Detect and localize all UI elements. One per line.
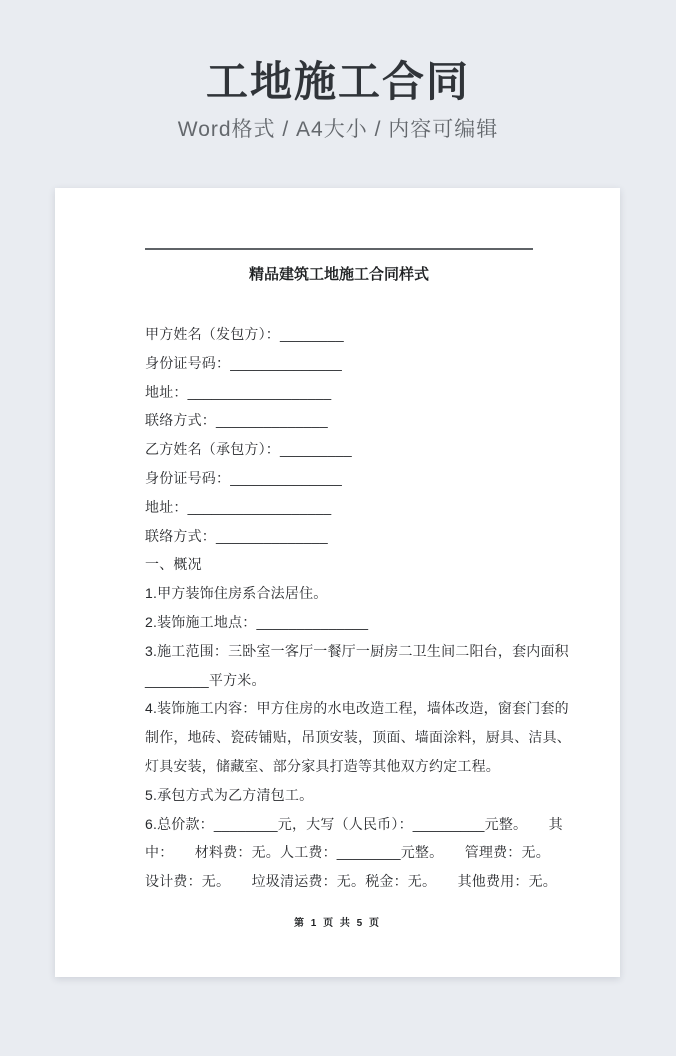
doc-line-party-a-name: 甲方姓名（发包方）：________ [145, 326, 344, 342]
header-banner [0, 0, 676, 143]
doc-clause-6-line-3: 设计费：无。 垃圾清运费：无。税金：无。 其他费用：无。 [145, 873, 557, 890]
page-title: 工地施工合同 [205, 58, 470, 105]
doc-line-party-b-id: 身份证号码：______________ [145, 469, 343, 486]
doc-clause-6-line-2: 中： 材料费：无。人工费：________元整。 管理费：无。 [145, 844, 550, 861]
document-page [55, 188, 620, 977]
doc-clause-3-line-2: ________平方米。 [145, 671, 266, 688]
page-number: 第 1 页 共 5 页 [293, 918, 381, 929]
document-content [145, 188, 571, 896]
page-subtitle: Word格式 / A4大小 / 内容可编辑 [177, 118, 499, 142]
doc-clause-5: 5.承包方式为乙方清包工。 [145, 786, 314, 803]
doc-clause-4-line-1: 4.装饰施工内容：甲方住房的水电改造工程，墙体改造，窗套门套的 [145, 700, 569, 717]
document-title: 精品建筑工地施工合同样式 [248, 266, 429, 283]
doc-line-party-b-contact: 联络方式：______________ [145, 527, 328, 544]
doc-clause-4-line-3: 灯具安装，储藏室、部分家具打造等其他双方约定工程。 [145, 757, 500, 774]
doc-line-party-a-address: 地址：__________________ [145, 383, 332, 400]
doc-line-party-b-address: 地址：__________________ [145, 498, 332, 515]
doc-line-party-a-contact: 联络方式：______________ [145, 412, 328, 429]
doc-clause-4-line-2: 制作，地砖、瓷砖铺贴，吊顶安装，顶面、墙面涂料，厨具、洁具、 [145, 729, 571, 746]
doc-clause-2: 2.装饰施工地点：______________ [145, 613, 369, 630]
doc-line-party-a-id: 身份证号码：______________ [145, 354, 343, 371]
horizontal-rule [145, 248, 533, 250]
doc-clause-3-line-1: 3.施工范围：三卧室一客厅一餐厅一厨房二卫生间二阳台，套内面积 [145, 642, 569, 659]
doc-clause-6-line-1: 6.总价款：________元，大写（人民币）：_________元整。 其 [145, 815, 563, 832]
doc-line-party-b-name: 乙方姓名（承包方）：_________ [145, 441, 352, 458]
doc-section-heading: 一、概况 [145, 556, 202, 573]
document-body [145, 320, 571, 896]
doc-clause-1: 1.甲方装饰住房系合法居住。 [145, 585, 328, 602]
